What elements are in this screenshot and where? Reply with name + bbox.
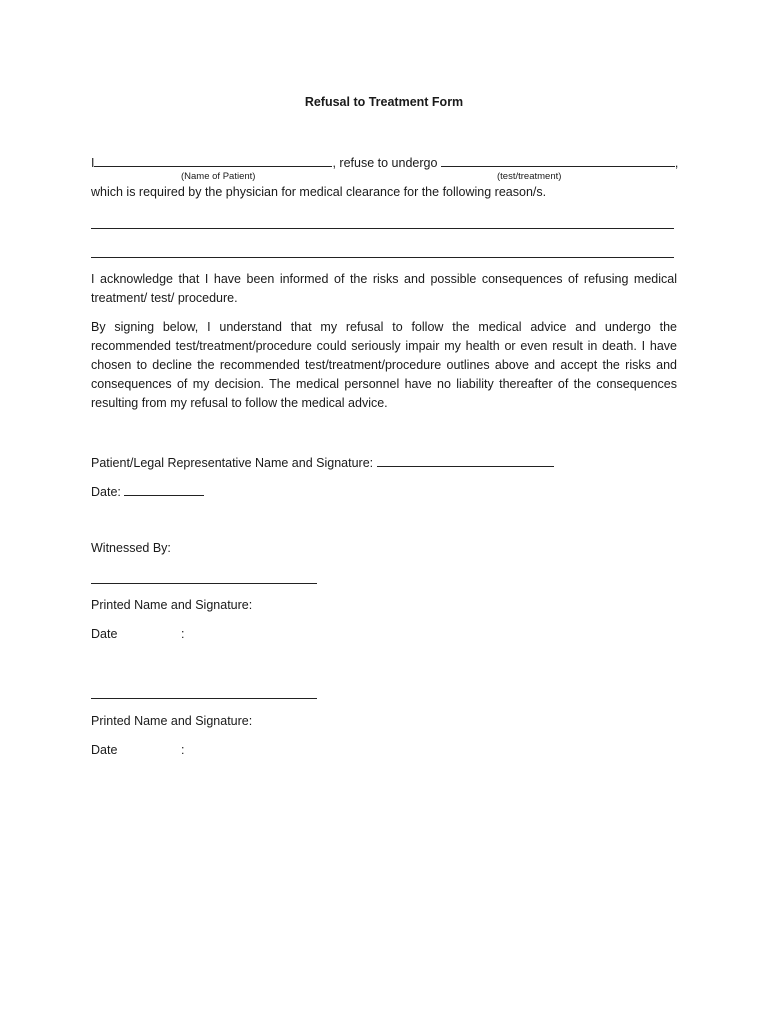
- test-treatment-blank[interactable]: [441, 153, 675, 167]
- form-title: Refusal to Treatment Form: [304, 95, 464, 109]
- witness-1-date-colon: :: [181, 627, 185, 641]
- patient-name-blank[interactable]: [94, 153, 332, 167]
- patient-signature-blank[interactable]: [377, 453, 554, 467]
- acknowledge-paragraph: I acknowledge that I have been informed of the risks and possible consequences of refusing medical treatment/ test/ procedure.: [91, 272, 677, 305]
- refuse-text: , refuse to undergo: [332, 156, 441, 170]
- patient-date-label: Date:: [91, 485, 125, 499]
- witness-1-signature-line[interactable]: [91, 583, 317, 584]
- patient-refusal-line: [91, 153, 678, 170]
- witness-2-printed-label: Printed Name and Signature:: [91, 714, 253, 728]
- reason-line-1[interactable]: [91, 228, 674, 229]
- witnessed-by-heading: Witnessed By:: [91, 541, 171, 555]
- patient-date-blank[interactable]: [124, 482, 204, 496]
- reason-intro: which is required by the physician for medical clearance for the following reason/s.: [91, 185, 547, 199]
- witness-2-signature-line[interactable]: [91, 698, 317, 699]
- prefix-text: I: [91, 156, 95, 170]
- patient-name-caption: (Name of Patient): [181, 171, 256, 182]
- witness-2-date-label: Date: [91, 743, 118, 757]
- patient-date-row: [91, 482, 204, 499]
- patient-signature-label: Patient/Legal Representative Name and Signature:: [91, 456, 377, 470]
- witness-2-date-colon: :: [181, 743, 185, 757]
- patient-signature-row: [91, 453, 554, 470]
- witness-1-printed-label: Printed Name and Signature:: [91, 598, 253, 612]
- consent-paragraph: By signing below, I understand that my refusal to follow the medical advice and undergo the recommended test/treatment/procedure could seriously impair my health or even result in death. I have chosen to decline the recommended test/treatment/procedure outlines above and accept the risks and consequences of my decision. The medical personnel have no liability thereafter of the consequences resulting from my refusal to follow the medical advice.: [91, 320, 677, 410]
- reason-line-2[interactable]: [91, 257, 674, 258]
- test-treatment-caption: (test/treatment): [497, 171, 562, 182]
- suffix-text: ,: [674, 156, 679, 170]
- witness-1-date-label: Date: [91, 627, 118, 641]
